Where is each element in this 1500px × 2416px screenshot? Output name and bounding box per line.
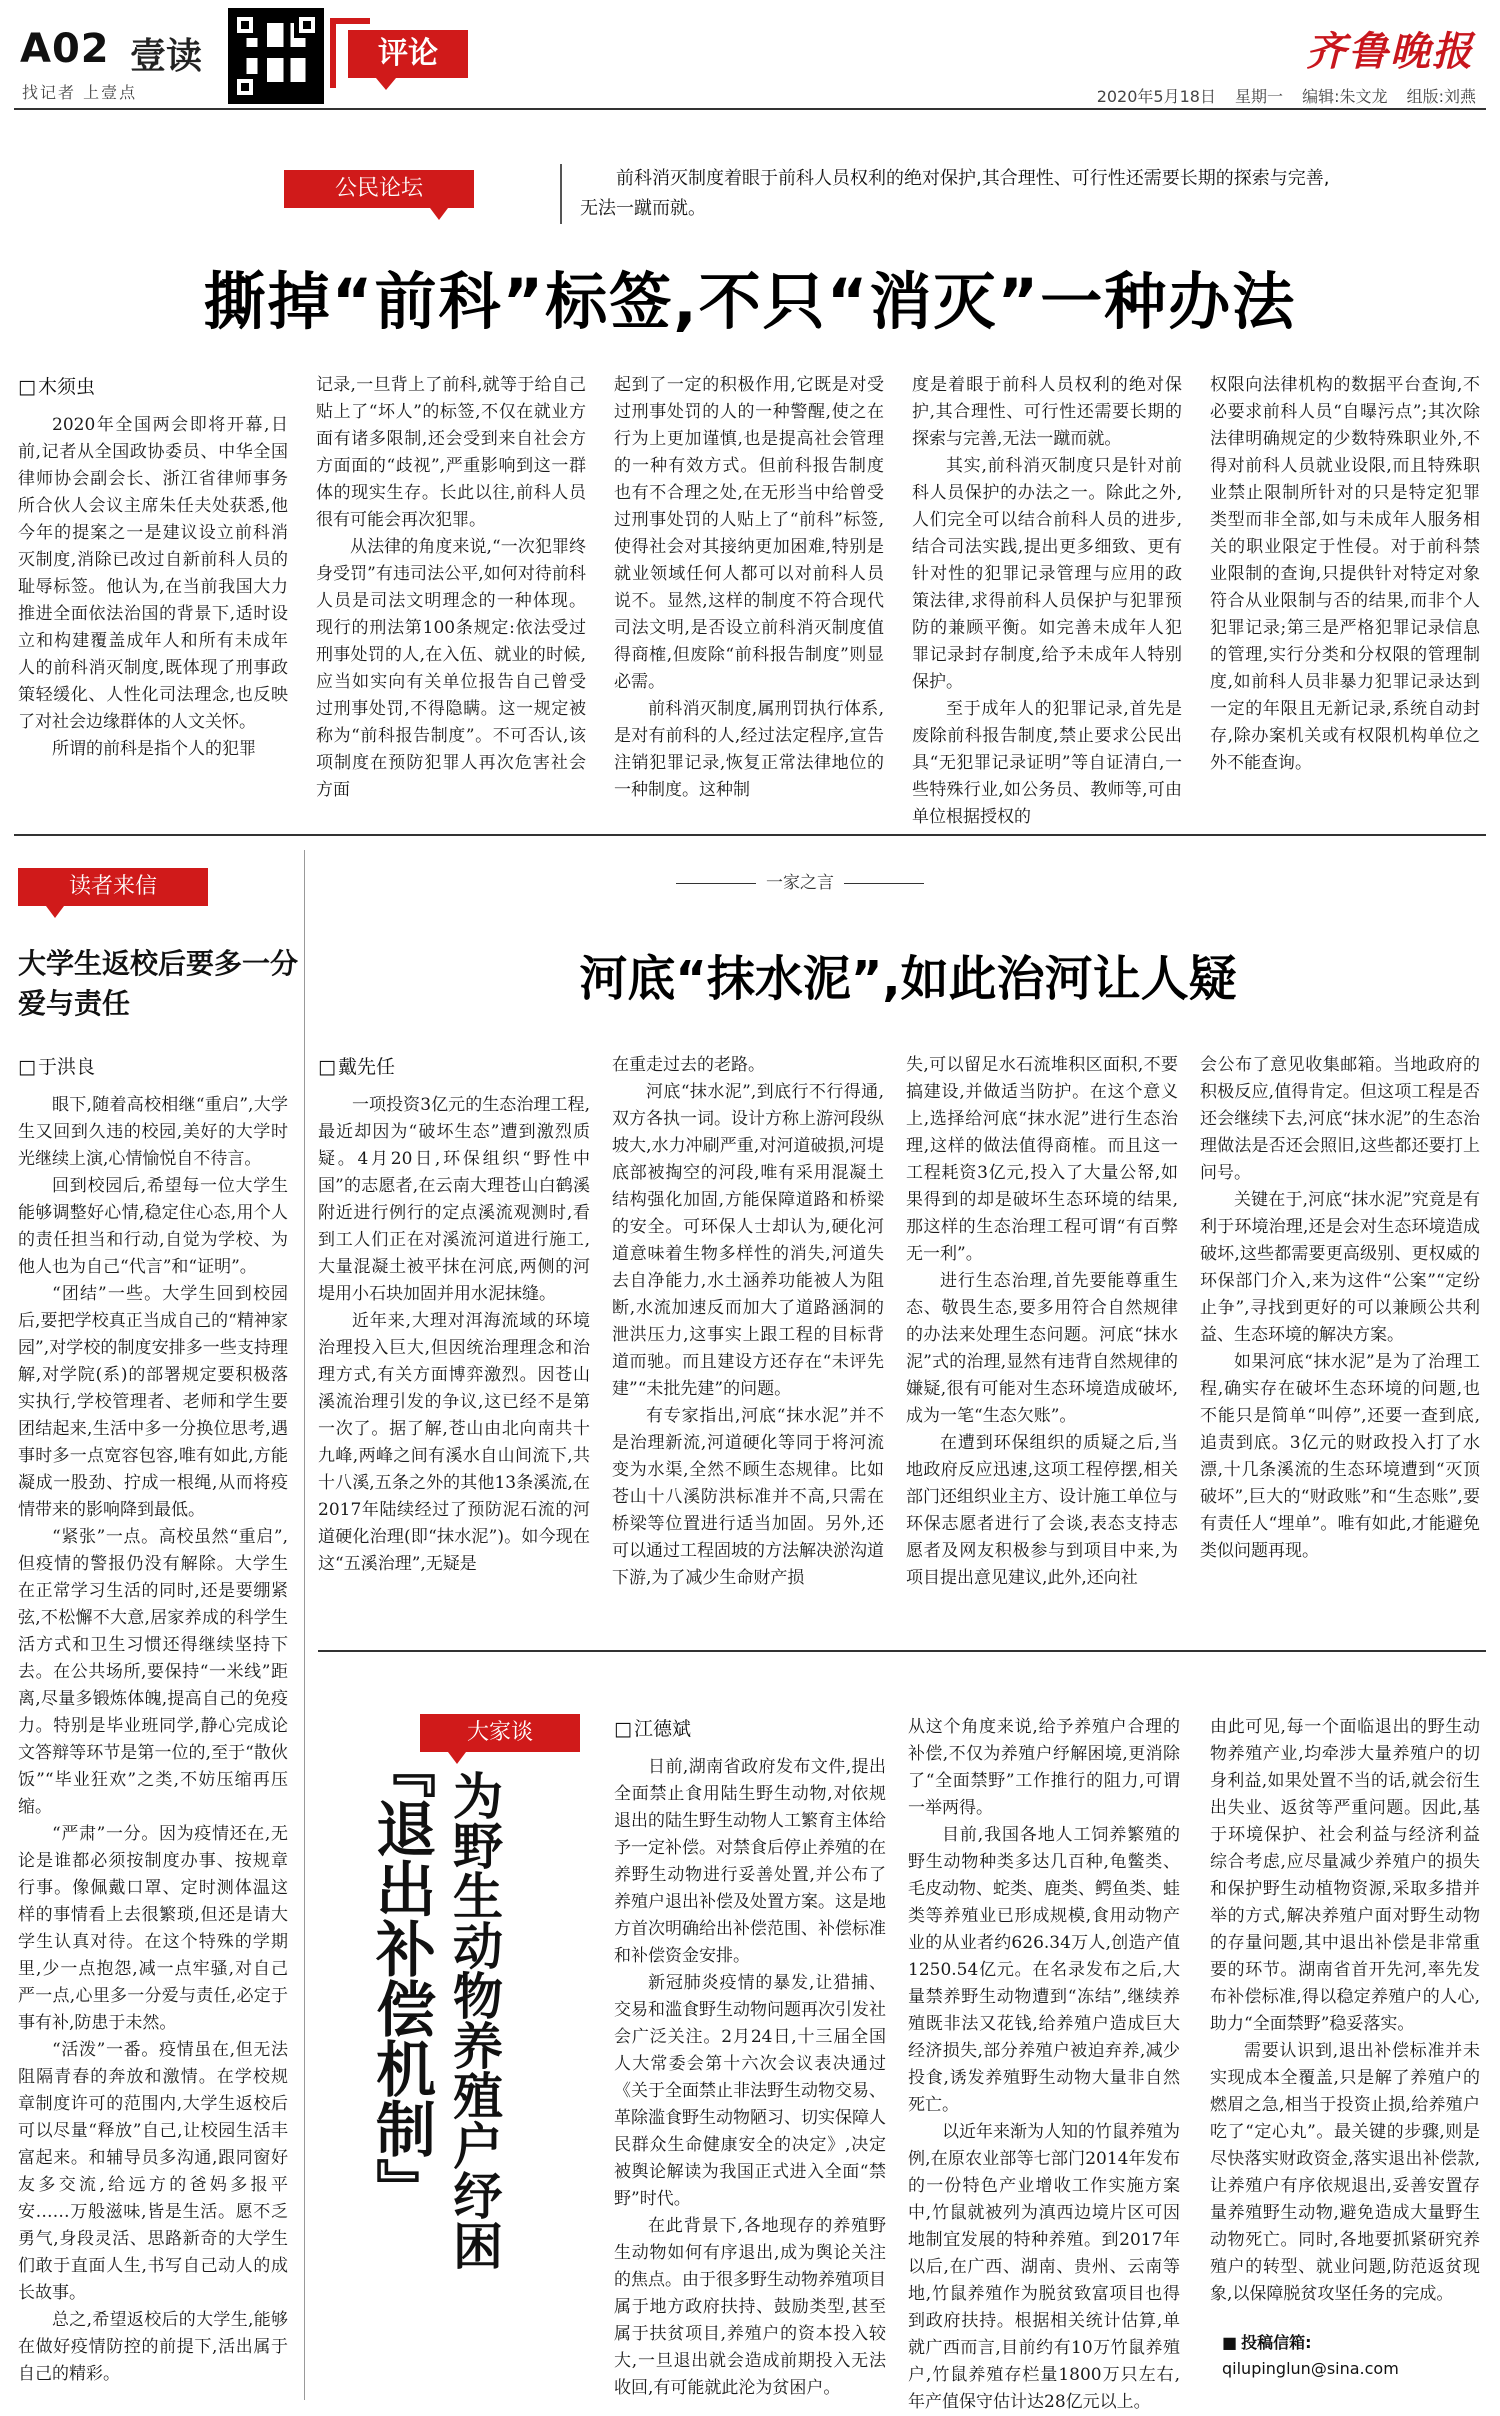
page-number: A02	[20, 26, 110, 72]
article3-headline: 河底“抹水泥”,如此治河让人疑	[579, 951, 1237, 1007]
article4-paragraph: 从这个角度来说,给予养殖户合理的补偿,不仅为养殖户纾解困境,更消除了“全面禁野”工作推行的阻力,可谓一举两得。	[908, 1717, 1180, 1818]
topic-label: 评论	[348, 30, 468, 78]
article1-paragraph: 2020年全国两会即将开幕,日前,记者从全国政协委员、中华全国律师协会副会长、浙江省律师事务所合伙人会议主席朱任夫处获悉,他今年的提案之一是建议设立前科消灭制度,消除已改过自新前科人员的耻辱标签。他认为,在当前我国大力推进全面依法治国的背景下,适时设立和构建覆盖成年人和所有未成年人的前科消灭制度,既体现了刑事政策轻缓化、人性化司法理念,也反映了对社会边缘群体的人文关怀。	[18, 415, 288, 732]
article3-paragraph: 一项投资3亿元的生态治理工程,最近却因为“破坏生态”遭到激烈质疑。4月20日,环保组织“野性中国”的志愿者,在云南大理苍山白鹤溪附近进行例行的定点溪流观测时,看到工人们正在对溪流河道进行施工,大量混凝土被平抹在河底,两侧的河堤用小石块加固并用水泥抹缝。	[318, 1095, 590, 1304]
article2-paragraph: “团结”一些。大学生回到校园后,要把学校真正当成自己的“精神家园”,对学校的制度安排多一些支持理解,对学院(系)的部署规定要积极落实执行,学校管理者、老师和学生要团结起来,生活中多一分换位思考,遇事时多一点宽容包容,唯有如此,方能凝成一股劲、拧成一根绳,从而将疫情带来的影响降到最低。	[18, 1284, 288, 1520]
article1-column-5	[1210, 372, 1480, 816]
article1-byline: □ 木须虫	[18, 372, 95, 399]
section-divider	[14, 834, 1486, 836]
article3-paragraph: 关键在于,河底“抹水泥”究竟是有利于环境治理,还是会对生态环境造成破坏,这些都需要更高级别、更权威的环保部门介入,来为这件“公案”“定纷止争”,寻找到更好的可以兼顾公共利益、生态环境的解决方案。	[1200, 1190, 1480, 1345]
article3-paragraph: 在重走过去的老路。	[612, 1055, 765, 1075]
qr-code-icon	[228, 8, 324, 104]
column-tag-reader-letters: 读者来信	[18, 868, 208, 906]
article3-kicker: 一家之言	[620, 868, 980, 893]
article2-paragraph: 总之,希望返校后的大学生,能够在做好疫情防控的前提下,活出属于自己的精彩。	[18, 2310, 288, 2384]
article1-paragraph: 权限向法律机构的数据平台查询,不必要求前科人员“自曝污点”;其次除法律明确规定的少数特殊职业外,不得对前科人员就业设限,而且特殊职业禁止限制所针对的只是特定犯罪类型而非全部,如与未成年人服务相关的职业限定于性侵。对于前科禁业限制的查询,只提供针对特定对象符合从业限制与否的结果,而非个人犯罪记录;第三是严格犯罪记录信息的管理,实行分类和分权限的管理制度,如前科人员非暴力犯罪记录达到一定的年限且无新记录,系统自动封存,除办案机关或有权限机构单位之外不能查询。	[1210, 375, 1480, 773]
column-tag-citizen-forum: 公民论坛	[284, 170, 474, 208]
article3-column-1	[318, 1092, 590, 1632]
article4-column-1	[614, 1754, 886, 2398]
article1-paragraph: 所谓的前科是指个人的犯罪	[52, 739, 256, 759]
slogan: 找记者 上壹点	[22, 83, 138, 102]
article2-headline: 大学生返校后要多一分爱与责任	[18, 947, 299, 1020]
article2-paragraph: 回到校园后,希望每一位大学生能够调整好心情,稳定住心态,用个人的责任担当和行动,自觉为学校、为他人也为自己“代言”和“证明”。	[18, 1176, 288, 1277]
article2-byline: □ 于洪良	[18, 1052, 95, 1079]
article2-paragraph: “活泼”一番。疫情虽在,但无法阻隔青春的奔放和激情。在学校规章制度许可的范围内,大学生返校后可以尽量“释放”自己,让校园生活丰富起来。和辅导员多沟通,跟同窗好友多交流,给远方的爸妈多报平安……万般滋味,皆是生活。愿不乏勇气,身段灵活、思路新奇的大学生们敢于直面人生,书写自己动人的成长故事。	[18, 2040, 288, 2303]
article2-paragraph: “紧张”一点。高校虽然“重启”,但疫情的警报仍没有解除。大学生在正常学习生活的同时,还是要绷紧弦,不松懈不大意,居家养成的科学生活方式和卫生习惯还得继续坚持下去。在公共场所,要保持“一米线”距离,尽量多锻炼体魄,提高自己的免疫力。特别是毕业班同学,静心完成论文答辩等环节是第一位的,至于“散伙饭”“毕业狂欢”之类,不妨压缩再压缩。	[18, 1527, 288, 1817]
mailbox-label: ■ 投稿信箱:	[1222, 2330, 1492, 2356]
header-divider	[14, 108, 1486, 110]
section-divider-2	[318, 1650, 1486, 1652]
section-name: 壹读	[130, 36, 203, 77]
article4-paragraph: 日前,湖南省政府发布文件,提出全面禁止食用陆生野生动物,对依规退出的陆生野生动物人工繁育主体给予一定补偿。对禁食后停止养殖的在养野生动物进行妥善处置,并公布了养殖户退出补偿及处置方案。这是地方首次明确给出补偿范围、补偿标准和补偿资金安排。	[614, 1757, 886, 1966]
article4-paragraph: 在此背景下,各地现存的养殖野生动物如何有序退出,成为舆论关注的焦点。由于很多野生动物养殖项目属于地方政府扶持、鼓励类型,甚至属于扶贫项目,养殖户的资本投入较大,一旦退出就会造成前期投入无法收回,有可能就此沦为贫困户。	[614, 2216, 886, 2398]
article3-paragraph: 会公布了意见收集邮箱。当地政府的积极反应,值得肯定。但这项工程是否还会继续下去,河底“抹水泥”的生态治理做法是否还会照旧,这些都还要打上问号。	[1200, 1055, 1480, 1183]
newspaper-logo: 齐鲁晚报	[1306, 28, 1474, 75]
article4-column-2	[908, 1714, 1180, 2412]
article3-paragraph: 有专家指出,河底“抹水泥”并不是治理新流,河道硬化等同于将河流变为水渠,全然不顾生态规律。比如苍山十八溪防洪标准并不高,只需在桥梁等位置进行适当加固。另外,还可以通过工程固坡的方法解决淤沟道下游,为了减少生命财产损	[612, 1406, 884, 1588]
article1-paragraph: 至于成年人的犯罪记录,首先是废除前科报告制度,禁止要求公民出具“无犯罪记录证明”等自证清白,一些特殊行业,如公务员、教师等,可由单位根据授权的	[912, 699, 1182, 827]
article4-paragraph: 由此可见,每一个面临退出的野生动物养殖产业,均牵涉大量养殖户的切身利益,如果处置不当的话,就会衍生出失业、返贫等严重问题。因此,基于环境保护、社会利益与经济利益综合考虑,应尽量减少养殖户的损失和保护野生动植物资源,采取多措并举的方式,解决养殖户面对野生动物的存量问题,其中退出补偿是非常重要的环节。湖南省首开先河,率先发布补偿标准,得以稳定养殖户的人心,助力“全面禁野”稳妥落实。	[1210, 1717, 1480, 2034]
article3-byline: □ 戴先任	[318, 1052, 395, 1079]
article1-paragraph: 起到了一定的积极作用,它既是对受过刑事处罚的人的一种警醒,使之在行为上更加谨慎,也是提高社会管理的一种有效方式。但前科报告制度也有不合理之处,在无形当中给曾受过刑事处罚的人贴上了“前科”标签,使得社会对其接纳更加困难,特别是就业领域任何人都可以对前科人员说不。显然,这样的制度不符合现代司法文明,是否设立前科消灭制度值得商榷,但废除“前科报告制度”则显必需。	[614, 375, 884, 692]
article4-paragraph: 以近年来渐为人知的竹鼠养殖为例,在原农业部等七部门2014年发布的一份特色产业增收工作实施方案中,竹鼠就被列为滇西边境片区可因地制宜发展的特种养殖。到2017年以后,在广西、湖南、贵州、云南等地,竹鼠养殖作为脱贫致富项目也得到政府扶持。根据相关统计估算,单就广西而言,目前约有10万竹鼠养殖户,竹鼠养殖存栏量1800万只左右,年产值保守估计达28亿元以上。	[908, 2122, 1180, 2412]
column-tag-open-talk: 大家谈	[420, 1714, 580, 1752]
article1-column-4	[912, 372, 1182, 827]
article4-byline: □ 江德斌	[614, 1714, 691, 1741]
article2-body	[18, 1092, 288, 2398]
article2-paragraph: 眼下,随着高校相继“重启”,大学生又回到久违的校园,美好的大学时光继续上演,心情愉悦自不待言。	[18, 1095, 288, 1169]
article1-column-1	[18, 412, 288, 816]
article4-headline-line1: 为野生动物养殖户纾困	[445, 1770, 503, 2270]
article1-paragraph: 度是着眼于前科人员权利的绝对保护,其合理性、可行性还需要长期的探索与完善,无法一蹴而就。	[912, 375, 1182, 449]
article4-paragraph: 目前,我国各地人工饲养繁殖的野生动物种类多达几百种,龟鳖类、毛皮动物、蛇类、鹿类、鳄鱼类、蛙类等养殖业已形成规模,食用动物产业的从业者约626.34万人,创造产值1250.54亿元。在名录发布之后,大量禁养野生动物遭到“冻结”,继续养殖既非法又花钱,给养殖户造成巨大经济损失,部分养殖户被迫弃养,减少投食,诱发养殖野生动物大量非自然死亡。	[908, 1825, 1180, 2115]
mailbox-address: qilupinglun@sina.com	[1222, 2359, 1399, 2378]
article2-paragraph: “严肃”一分。因为疫情还在,无论是谁都必须按制度办事、按规章行事。像佩戴口罩、定时测体温这样的事情看上去很繁琐,但还是请大学生认真对待。在这个特殊的学期里,少一点抱怨,减一点牢骚,对自己严一点,心里多一分爱与责任,必定于事有补,防患于未然。	[18, 1824, 288, 2033]
article1-column-3	[614, 372, 884, 816]
article3-paragraph: 失,可以留足水石流堆积区面积,不要搞建设,并做适当防护。在这个意义上,选择给河底“抹水泥”进行生态治理,这样的做法值得商榷。而且这一工程耗资3亿元,投入了大量公帑,如果得到的却是破坏生态环境的结果,那这样的生态治理工程可谓“有百弊无一利”。	[906, 1055, 1178, 1264]
article4-paragraph: 需要认识到,退出补偿标准并未实现成本全覆盖,只是解了养殖户的燃眉之急,相当于投资止损,给养殖户吃了“定心丸”。最关键的步骤,则是尽快落实财政资金,落实退出补偿款,让养殖户有序依规退出,妥善安置存量养殖野生动物,避免造成大量野生动物死亡。同时,各地要抓紧研究养殖户的转型、就业问题,防范返贫现象,以保障脱贫攻坚任务的完成。	[1210, 2041, 1480, 2304]
article3-column-3	[906, 1052, 1178, 1632]
article1-lead: 前科消灭制度着眼于前科人员权利的绝对保护,其合理性、可行性还需要长期的探索与完善,无法一蹴而就。	[580, 168, 1330, 219]
article4-headline-line2: 『退出补偿机制』	[366, 1738, 436, 2218]
article1-paragraph: 记录,一旦背上了前科,就等于给自己贴上了“坏人”的标签,不仅在就业方面有诸多限制,还会受到来自社会方方面面的“歧视”,严重影响到这一群体的现实生存。长此以往,前科人员很有可能会再次犯罪。	[316, 375, 586, 530]
article3-paragraph: 河底“抹水泥”,到底行不行得通,双方各执一词。设计方称上游河段纵坡大,水力冲刷严重,对河道破损,河堤底部被掏空的河段,唯有采用混凝土结构强化加固,方能保障道路和桥梁的安全。可环保人士却认为,硬化河道意味着生物多样性的消失,河道失去自净能力,水土涵养功能被人为阻断,水流加速反而加大了道路涵洞的泄洪压力,这事实上跟工程的目标背道而驰。而且建设方还存在“未评先建”“未批先建”的问题。	[612, 1082, 884, 1399]
article3-paragraph: 近年来,大理对洱海流域的环境治理投入巨大,但因统治理理念和治理方式,有关方面博弈激烈。因苍山溪流治理引发的争议,这已经不是第一次了。据了解,苍山由北向南共十九峰,两峰之间有溪水自山间流下,共十八溪,五条之外的其他13条溪流,在2017年陆续经过了预防泥石流的河道硬化治理(即“抹水泥”)。如今现在这“五溪治理”,无疑是	[318, 1311, 590, 1574]
article3-column-2	[612, 1052, 884, 1632]
article1-column-2	[316, 372, 586, 816]
submission-mailbox	[1222, 2330, 1492, 2382]
dateline: 2020年5月18日 星期一 编辑:朱文龙 组版:刘燕	[1096, 87, 1476, 106]
column-rule	[304, 850, 305, 2400]
lead-bar	[560, 164, 562, 224]
article1-paragraph: 其实,前科消灭制度只是针对前科人员保护的办法之一。除此之外,人们完全可以结合前科人员的进步,结合司法实践,提出更多细致、更有针对性的犯罪记录管理与应用的政策法律,求得前科人员保护与犯罪预防的兼顾平衡。如完善未成年人犯罪记录封存制度,给予未成年人特别保护。	[912, 456, 1182, 692]
article3-paragraph: 进行生态治理,首先要能尊重生态、敬畏生态,要多用符合自然规律的办法来处理生态问题。河底“抹水泥”式的治理,显然有违背自然规律的嫌疑,很有可能对生态环境造成破坏,成为一笔“生态欠账”。	[906, 1271, 1178, 1426]
article1-paragraph: 从法律的角度来说,“一次犯罪终身受罚”有违司法公平,如何对待前科人员是司法文明理念的一种体现。现行的刑法第100条规定:依法受过刑事处罚的人,在入伍、就业的时候,应当如实向有关单位报告自己曾受过刑事处罚,不得隐瞒。这一规定被称为“前科报告制度”。不可否认,该项制度在预防犯罪人再次危害社会方面	[316, 537, 586, 800]
article3-paragraph: 在遭到环保组织的质疑之后,当地政府反应迅速,这项工程停摆,相关部门还组织业主方、设计施工单位与环保志愿者进行了会谈,表态支持志愿者及网友积极参与到项目中来,为项目提出意见建议,此外,还向社	[906, 1433, 1178, 1588]
article4-paragraph: 新冠肺炎疫情的暴发,让猎捕、交易和滥食野生动物问题再次引发社会广泛关注。2月24日,十三届全国人大常委会第十六次会议表决通过《关于全面禁止非法野生动物交易、革除滥食野生动物陋习、切实保障人民群众生命健康安全的决定》,决定被舆论解读为我国正式进入全面“禁野”时代。	[614, 1973, 886, 2209]
article4-column-3	[1210, 1714, 1480, 2314]
article1-headline: 撕掉“前科”标签,不只“消灭”一种办法	[203, 265, 1297, 338]
article3-column-4	[1200, 1052, 1480, 1632]
article1-paragraph: 前科消灭制度,属刑罚执行体系,是对有前科的人,经过法定程序,宣告注销犯罪记录,恢复正常法律地位的一种制度。这种制	[614, 699, 884, 800]
article3-paragraph: 如果河底“抹水泥”是为了治理工程,确实存在破坏生态环境的问题,也不能只是简单“叫停”,还要一查到底,追责到底。3亿元的财政投入打了水漂,十几条溪流的生态环境遭到“灭顶破坏”,巨大的“财政账”和“生态账”,要有责任人“埋单”。唯有如此,才能避免类似问题再现。	[1200, 1352, 1480, 1561]
